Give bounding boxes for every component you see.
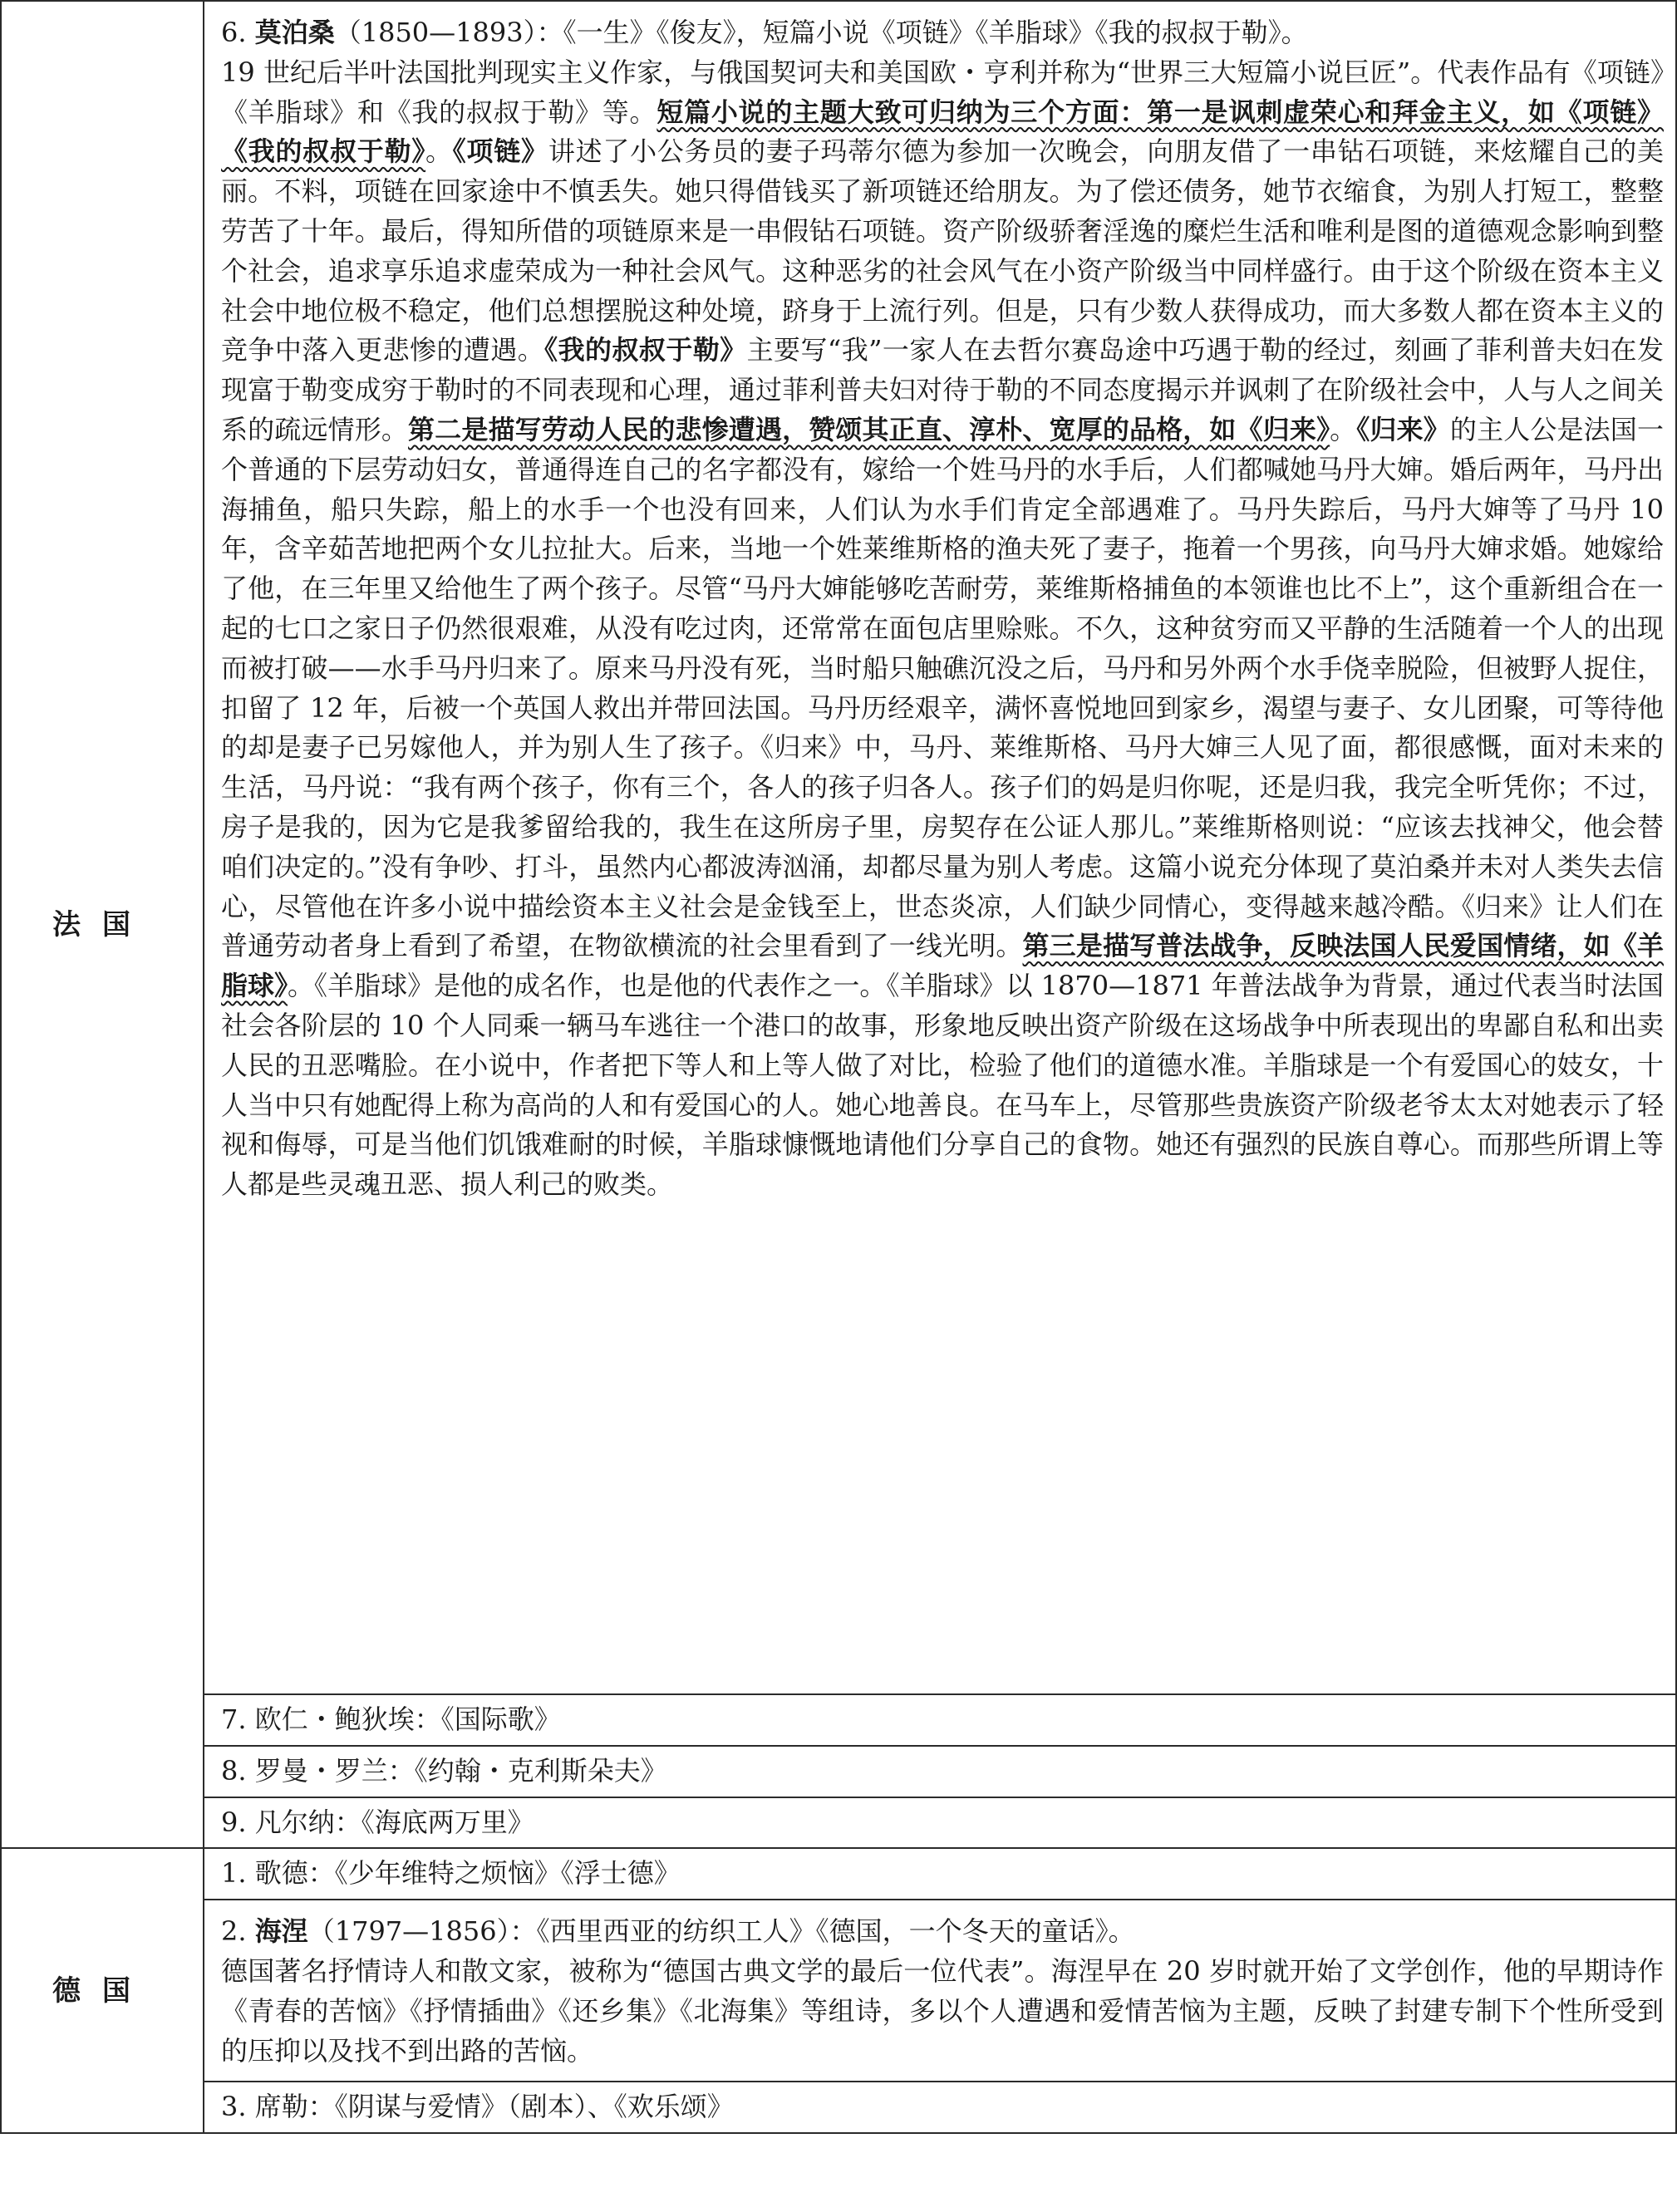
author-name: 海涅 — [254, 1915, 308, 1948]
entry-rolland — [204, 1746, 1676, 1797]
entry-maupassant — [204, 1, 1676, 1694]
entry-number: 1. — [221, 1857, 247, 1890]
entry-heading — [221, 1912, 1664, 1952]
author-name: 罗曼・罗兰 — [254, 1754, 388, 1787]
description-text: 19 世纪后半叶法国批判现实主义作家，与俄国契诃夫和美国欧・亨利并称为“世界三大短篇小说巨匠”。代表作品有《项链》《羊脂球》和《我的叔叔于勒》等。 — [221, 56, 1664, 128]
description-text: 。《羊脂球》是他的成名作，也是他的代表作之一。《羊脂球》以 1870—1871 年普法战争为背景，通过代表当时法国社会各阶层的 10 个人同乘一辆马车逃往一个港口的故事，形象地反映出资产阶级在这场战争中所表现出的卑鄙自私和出卖人民的丑恶嘴脸。在小说中，作者把下等人和上等人做了对比，检验了他们的道德水准。羊脂球是一个有爱国心的妓女，十人当中只有她配得上称为高尚的人和有爱国心的人。她心地善良。在马车上，尽管那些贵族资产阶级老爷太太对她表示了轻视和侮辱，可是当他们饥饿难耐的时候，羊脂球慷慨地请他们分享自己的食物。她还有强烈的民族自尊心。而那些所谓上等人都是些灵魂丑恶、损人利己的败类。 — [221, 970, 1664, 1201]
entry-number: 9. — [221, 1806, 247, 1838]
country-label: 法国 — [52, 907, 152, 941]
entry-schiller — [204, 2082, 1676, 2133]
work-title-bold: 《项链》 — [452, 135, 548, 168]
description-text: 主要写“我”一家人在去哲尔赛岛途中巧遇于勒的经过，刻画了菲利普夫妇在发现富于勒变成穷于勒时的不同表现和心理，通过菲利普夫妇对待于勒的不同态度揭示并讽刺了在阶级社会中，人与人之间关系的疏远情形。 — [221, 334, 1664, 445]
entry-number: 8. — [221, 1754, 247, 1787]
table-row — [1, 1900, 1676, 2082]
theme-highlight-3: 第三是描写普法战争，反映法国人民爱国情绪，如《羊脂球》 — [221, 930, 1664, 1002]
table-row — [1, 2082, 1676, 2133]
works-list: （1797—1856）：《西里西亚的纺织工人》《德国，一个冬天的童话》。 — [307, 1915, 1135, 1948]
theme-highlight-1: 短篇小说的主题大致可归纳为三个方面：第一是讽刺虚荣心和拜金主义，如《项链》《我的叔叔于勒》 — [221, 96, 1664, 168]
table-row — [1, 1797, 1676, 1849]
author-name: 凡尔纳 — [254, 1806, 335, 1838]
author-name: 歌德 — [254, 1857, 308, 1890]
description-text: 讲述了小公务员的妻子玛蒂尔德为参加一次晚会，向朋友借了一串钻石项链，来炫耀自己的美丽。不料，项链在回家途中不慎丢失。她只得借钱买了新项链还给朋友。为了偿还债务，她节衣缩食，为别人打短工，整整劳苦了十年。最后，得知所借的项链原来是一串假钻石项链。资产阶级骄奢淫逸的糜烂生活和唯利是图的道德观念影响到整个社会，追求享乐追求虚荣成为一种社会风气。这种恶劣的社会风气在小资产阶级当中同样盛行。由于这个阶级在资本主义社会中地位极不稳定，他们总想摆脱这种处境，跻身于上流行列。但是，只有少数人获得成功，而大多数人都在资本主义的竞争中落入更悲惨的遭遇。 — [221, 135, 1664, 366]
entry-heine — [204, 1900, 1676, 2082]
work-title-bold: 《归来》 — [1356, 413, 1450, 445]
table-row — [1, 1694, 1676, 1746]
author-name: 席勒 — [254, 2091, 308, 2123]
works-list: ：《国际歌》 — [414, 1703, 561, 1735]
description-text: 。 — [425, 135, 453, 168]
entry-goethe — [204, 1848, 1676, 1900]
works-list: ：《少年维特之烦恼》《浮士德》 — [307, 1857, 681, 1890]
entry-number: 6. — [221, 17, 247, 48]
entry-description — [221, 53, 1664, 1205]
country-label: 德国 — [52, 1974, 152, 2008]
country-cell-germany — [1, 1848, 204, 2133]
entry-verne — [204, 1797, 1676, 1849]
theme-highlight-2: 第二是描写劳动人民的悲惨遭遇，赞颂其正直、淳朴、宽厚的品格，如《归来》 — [408, 413, 1330, 445]
table-row — [1, 1746, 1676, 1797]
works-list: ：《海底两万里》 — [334, 1806, 534, 1838]
works-list: ：《阴谋与爱情》（剧本）、《欢乐颂》 — [307, 2091, 734, 2123]
author-name: 莫泊桑 — [254, 17, 335, 48]
table-row — [1, 1, 1676, 1694]
description-text: 。 — [1330, 413, 1357, 445]
author-name: 欧仁・鲍狄埃 — [254, 1703, 415, 1735]
entry-pottier — [204, 1694, 1676, 1746]
works-list: （1850—1893）：《一生》《俊友》，短篇小说《项链》《羊脂球》《我的叔叔于勒》。 — [334, 17, 1308, 48]
entry-number: 7. — [221, 1703, 247, 1735]
description-text: 的主人公是法国一个普通的下层劳动妇女，普通得连自己的名字都没有，嫁给一个姓马丹的水手后，人们都喊她马丹大婶。婚后两年，马丹出海捕鱼，船只失踪，船上的水手一个也没有回来，人们认为水手们肯定全部遇难了。马丹失踪后，马丹大婶等了马丹 10 年，含辛茹苦地把两个女儿拉扯大。后来，当地一个姓莱维斯格的渔夫死了妻子，拖着一个男孩，向马丹大婶求婚。她嫁给了他，在三年里又给他生了两个孩子。尽管“马丹大婶能够吃苦耐劳，莱维斯格捕鱼的本领谁也比不上”，这个重新组合在一起的七口之家日子仍然很艰难，从没有吃过肉，还常常在面包店里赊账。不久，这种贫穷而又平静的生活随着一个人的出现而被打破——水手马丹归来了。原来马丹没有死，当时船只触礁沉没之后，马丹和另外两个水手侥幸脱险，但被野人捉住，扣留了 12 年，后被一个英国人救出并带回法国。马丹历经艰辛，满怀喜悦地回到家乡，渴望与妻子、女儿团聚，可等待他的却是妻子已另嫁他人，并为别人生了孩子。《归来》中，马丹、莱维斯格、马丹大婶三人见了面，都很感慨，面对未来的生活，马丹说：“我有两个孩子，你有三个，各人的孩子归各人。孩子们的妈是归你呢，还是归我，我完全听凭你；不过，房子是我的，因为它是我爹留给我的，我生在这所房子里，房契存在公证人那儿。”莱维斯格则说：“应该去找神父，他会替咱们决定的。”没有争吵、打斗，虽然内心都波涛汹涌，却都尽量为别人考虑。这篇小说充分体现了莫泊桑并未对人类失去信心，尽管他在许多小说中描绘资本主义社会是金钱至上，世态炎凉，人们缺少同情心，变得越来越冷酷。《归来》让人们在普通劳动者身上看到了希望，在物欲横流的社会里看到了一线光明。 — [221, 413, 1664, 962]
entry-description: 德国著名抒情诗人和散文家，被称为“德国古典文学的最后一位代表”。海涅早在 20 岁时就开始了文学创作，他的早期诗作《青春的苦恼》《抒情插曲》《还乡集》《北海集》等组诗，多以个人遭遇和爱情苦恼为主题，反映了封建专制下个性所受到的压抑以及找不到出路的苦恼。 — [221, 1954, 1664, 2067]
entry-number: 3. — [221, 2091, 247, 2123]
work-title-bold: 《我的叔叔于勒》 — [544, 334, 747, 366]
works-list: ：《约翰・克利斯朵夫》 — [387, 1754, 667, 1787]
table-row — [1, 1848, 1676, 1900]
entry-heading — [221, 13, 1664, 53]
country-cell-france — [1, 1, 204, 1848]
entry-number: 2. — [221, 1915, 247, 1948]
